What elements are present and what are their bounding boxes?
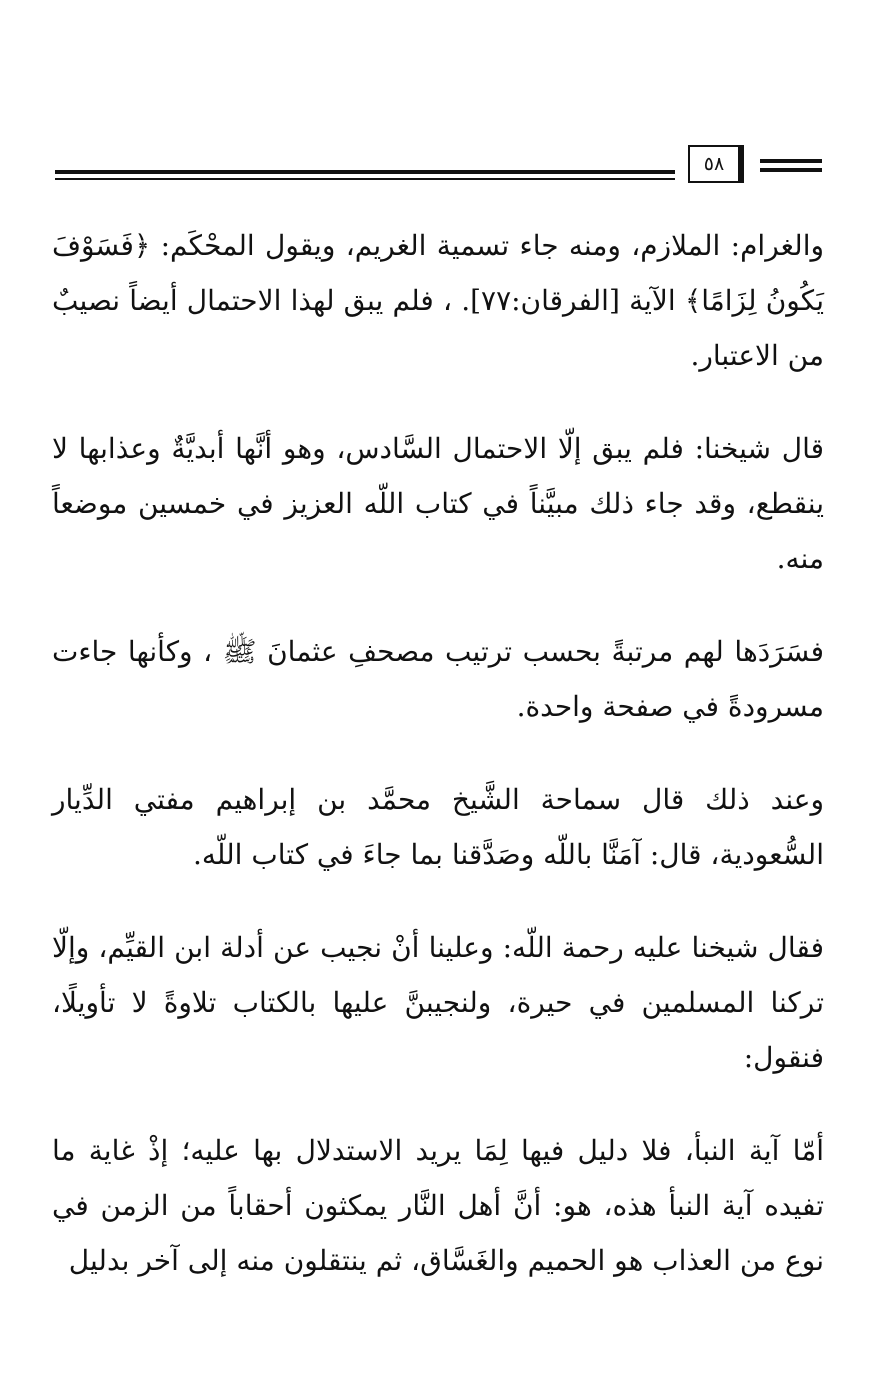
header-rule-long-top — [55, 170, 675, 174]
paragraph-1: والغرام: الملازم، ومنه جاء تسمية الغريم، ويقول المحْكَم: ﴿فَسَوْفَ يَكُونُ لِزَامًا﴾ الآية [الفرقان:٧٧]. ، فلم يبق لهذا الاحتمال أيضاً نصيبٌ من الاعتبار. — [52, 229, 824, 372]
paragraph-3: فسَرَدَها لهم مرتبةً بحسب ترتيب مصحفِ عثمانَ ﷺ ، وكأنها جاءت مسرودةً في صفحة واحدة. — [52, 635, 824, 723]
page-body — [52, 218, 824, 1288]
header-rule-long-bottom — [55, 178, 675, 180]
paragraph-4: وعند ذلك قال سماحة الشَّيخ محمَّد بن إبراهيم مفتي الدِّيار السُّعودية، قال: آمَنَّا باللّه وصَدَّقنا بما جاءَ في كتاب اللّه. — [52, 783, 824, 871]
paragraph-5: فقال شيخنا عليه رحمة اللّه: وعلينا أنْ نجيب عن أدلة ابن القيِّم، وإلّا تركنا المسلمين في حيرة، ولنجيبنَّ عليها بالكتاب تلاوةً لا تأويلًا، فنقول: — [52, 931, 824, 1074]
paragraph-2: قال شيخنا: فلم يبق إلّا الاحتمال السَّادس، وهو أنَّها أبديَّةٌ وعذابها لا ينقطع، وقد جاء ذلك مبيَّناً في كتاب اللّه العزيز في خمسين موضعاً منه. — [52, 432, 824, 575]
page-number: ٥٨ — [688, 145, 740, 183]
paragraph-6: أمّا آية النبأ، فلا دليل فيها لِمَا يريد الاستدلال بها عليه؛ إذْ غاية ما تفيده آية النبأ هذه، هو: أنَّ أهل النَّار يمكثون أحقاباً من الزمن في نوع من العذاب هو الحميم والغَسَّاق، ثم ينتقلون منه إلى آخر بدليل — [52, 1134, 824, 1277]
header-rule-short-bottom — [760, 168, 822, 172]
page-header — [0, 0, 885, 200]
header-rule-short-top — [760, 159, 822, 163]
